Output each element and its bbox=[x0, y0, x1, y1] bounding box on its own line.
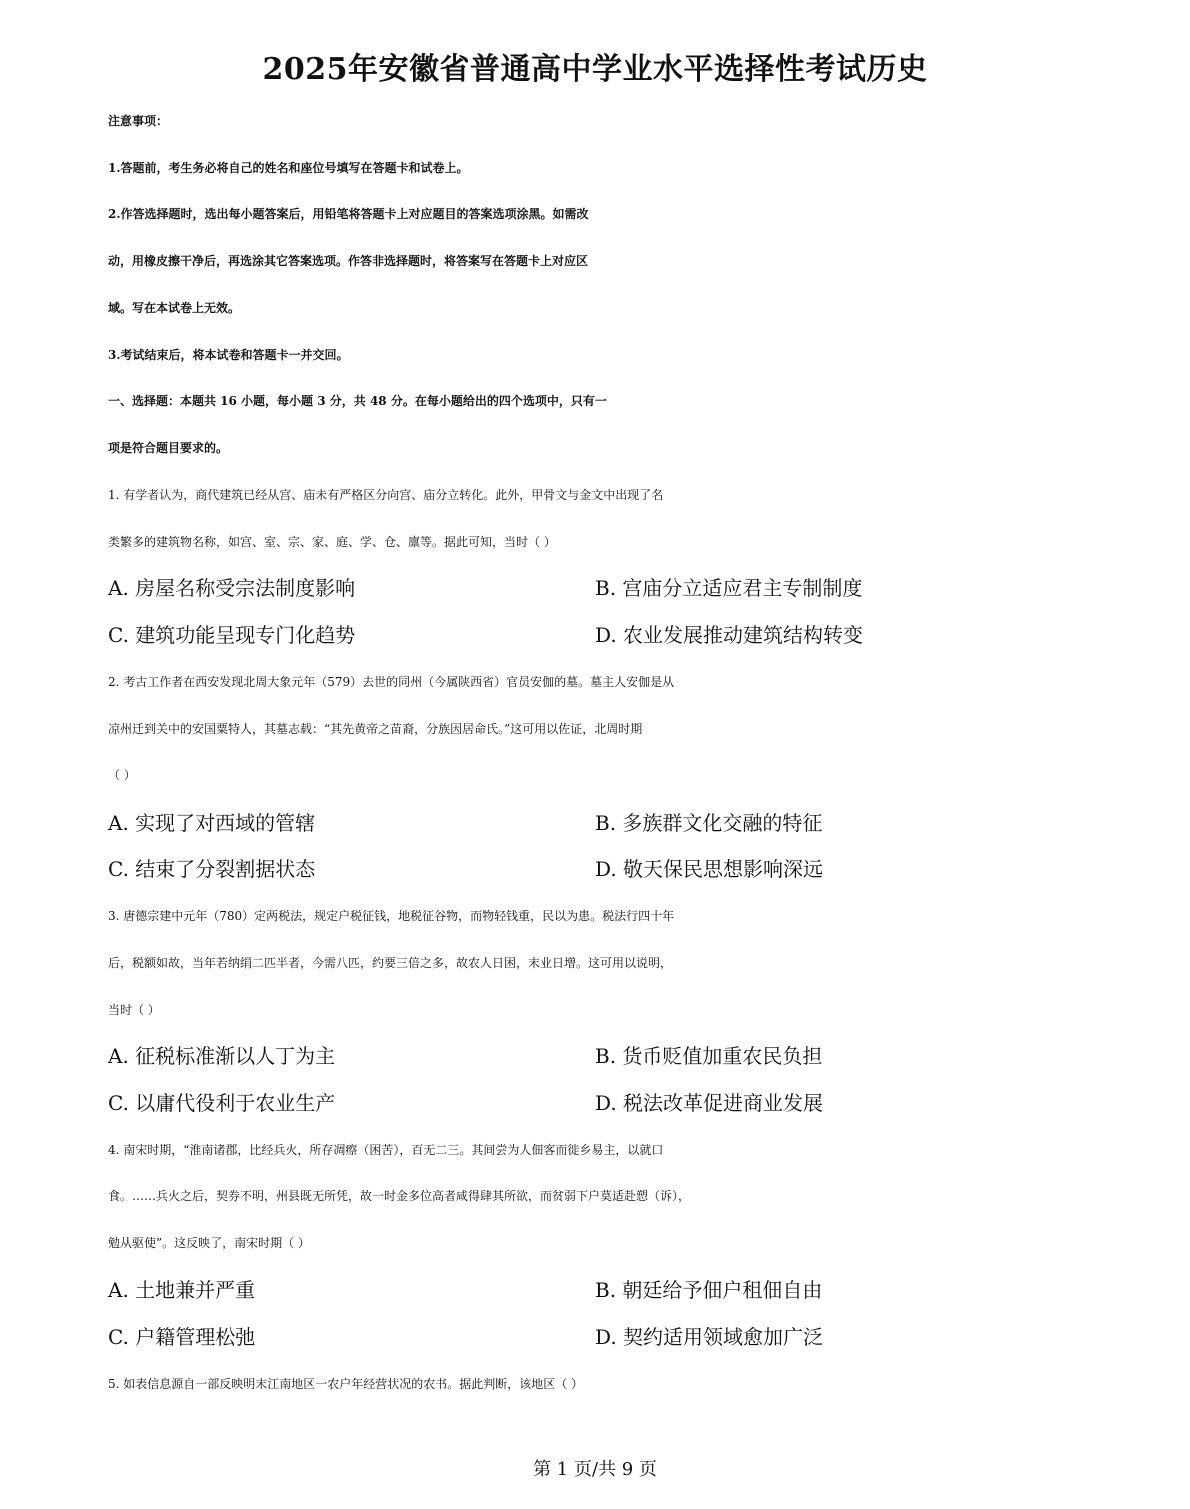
question-4-option-d: D. 契约适用领域愈加广泛 bbox=[595, 1325, 824, 1349]
page-title: 2025年安徽省普通高中学业水平选择性考试历史 bbox=[262, 52, 928, 87]
question-3-line-2: 后，税额如故，当年若纳绢二匹半者，今需八匹，约要三倍之多，故农人日困，末业日增。这可用以说明， bbox=[108, 956, 673, 970]
section-heading-line-2: 项是符合题目要求的。 bbox=[108, 441, 229, 455]
notice-item-3: 3.考试结束后，将本试卷和答题卡一并交回。 bbox=[108, 348, 349, 362]
question-2-line-1: 2. 考古工作者在西安发现北周大象元年（579）去世的同州（今属陕西省）官员安伽的墓。墓主人安伽是从 bbox=[108, 675, 675, 689]
notice-item-2-line-3: 域。写在本试卷上无效。 bbox=[108, 301, 241, 315]
question-2-line-2: 凉州迁到关中的安国粟特人，其墓志载：“其先黄帝之苗裔，分族因居命氏。”这可用以佐证，北周时期 bbox=[108, 722, 643, 736]
notice-heading: 注意事项： bbox=[108, 114, 169, 128]
question-4-line-1: 4. 南宋时期，“淮南诸郡，比经兵火，所存凋瘵（困苦），百无二三。其间尝为人佃客而徙乡易主，以就口 bbox=[108, 1143, 664, 1157]
question-3-option-d: D. 税法改革促进商业发展 bbox=[595, 1091, 824, 1115]
question-1-option-d: D. 农业发展推动建筑结构转变 bbox=[595, 623, 864, 647]
question-4-option-b: B. 朝廷给予佃户租佃自由 bbox=[595, 1278, 823, 1302]
question-1-line-2: 类繁多的建筑物名称，如宫、室、宗、家、庭、学、仓、廪等。据此可知，当时（ ） bbox=[108, 535, 556, 549]
question-3-option-a: A. 征税标准渐以人丁为主 bbox=[108, 1044, 336, 1068]
question-4-line-3: 勉从驱使”。这反映了，南宋时期（ ） bbox=[108, 1236, 310, 1250]
question-4-line-2: 食。……兵火之后，契券不明，州县既无所凭，故一时金多位高者咸得肆其所欲，而贫弱下户莫适赴愬（诉）， bbox=[108, 1189, 691, 1203]
notice-item-2-line-1: 2.作答选择题时，选出每小题答案后，用铅笔将答题卡上对应题目的答案选项涂黑。如需改 bbox=[108, 207, 589, 221]
notice-item-1: 1.答题前，考生务必将自己的姓名和座位号填写在答题卡和试卷上。 bbox=[108, 161, 469, 175]
question-2-option-d: D. 敬天保民思想影响深远 bbox=[595, 857, 824, 881]
question-1-line-1: 1. 有学者认为，商代建筑已经从宫、庙未有严格区分向宫、庙分立转化。此外，甲骨文与金文中出现了名 bbox=[108, 488, 664, 502]
question-2-option-c: C. 结束了分裂割据状态 bbox=[108, 857, 316, 881]
question-1-option-c: C. 建筑功能呈现专门化趋势 bbox=[108, 623, 356, 647]
page-footer: 第 1 页/共 9 页 bbox=[533, 1459, 657, 1480]
section-heading-line-1: 一、选择题：本题共 16 小题，每小题 3 分，共 48 分。在每小题给出的四个选项中，只有一 bbox=[108, 394, 607, 408]
notice-item-2-line-2: 动，用橡皮擦干净后，再选涂其它答案选项。作答非选择题时，将答案写在答题卡上对应区 bbox=[108, 254, 589, 268]
question-1-option-a: A. 房屋名称受宗法制度影响 bbox=[108, 576, 356, 600]
question-4-option-c: C. 户籍管理松弛 bbox=[108, 1325, 256, 1349]
question-3-line-3: 当时（ ） bbox=[108, 1003, 160, 1017]
question-3-option-b: B. 货币贬值加重农民负担 bbox=[595, 1044, 823, 1068]
question-1-option-b: B. 宫庙分立适应君主专制制度 bbox=[595, 576, 863, 600]
question-3-line-1: 3. 唐德宗建中元年（780）定两税法，规定户税征钱，地税征谷物，而物轻钱重，民以为患。税法行四十年 bbox=[108, 909, 675, 923]
question-2-option-b: B. 多族群文化交融的特征 bbox=[595, 811, 823, 835]
question-2-line-3: （ ） bbox=[108, 768, 136, 782]
question-3-option-c: C. 以庸代役利于农业生产 bbox=[108, 1091, 336, 1115]
question-5-line-1: 5. 如表信息源自一部反映明末江南地区一农户年经营状况的农书。据此判断，该地区（ ） bbox=[108, 1377, 584, 1391]
question-4-option-a: A. 土地兼并严重 bbox=[108, 1278, 256, 1302]
question-2-option-a: A. 实现了对西域的管辖 bbox=[108, 811, 316, 835]
